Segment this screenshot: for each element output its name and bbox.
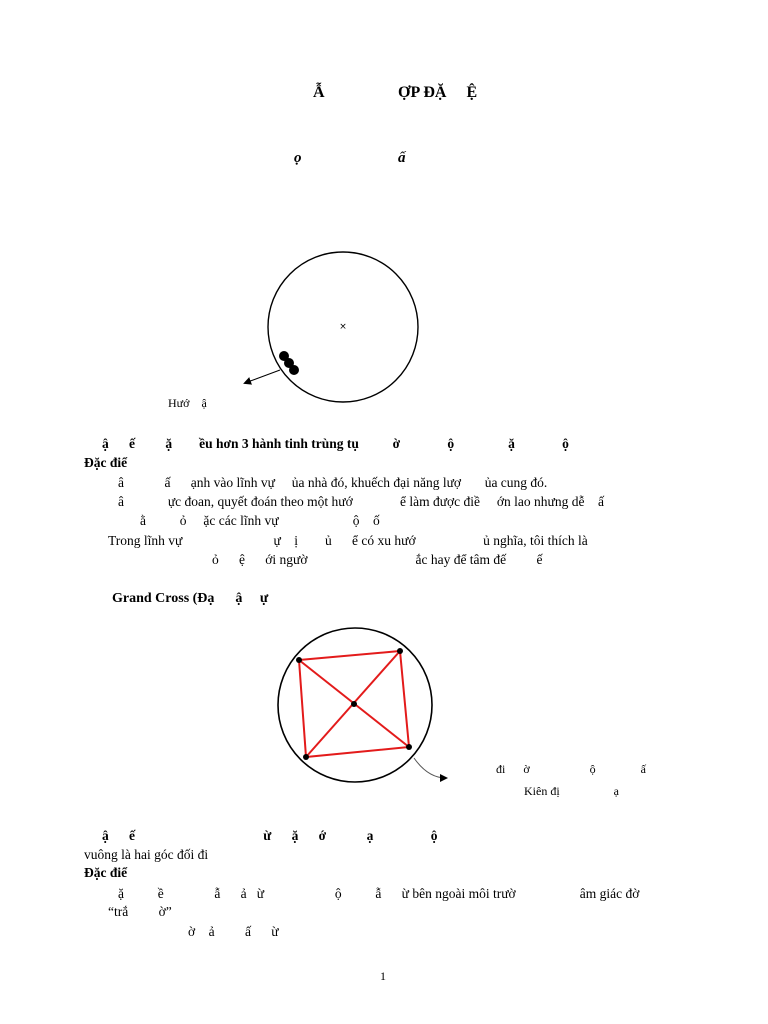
stellium-center-mark: ×: [339, 322, 347, 332]
section2-line: “trắ ờ”: [108, 904, 172, 919]
corner-dot: [296, 657, 302, 663]
section2-definition-cont: vuông là hai góc đối đi: [84, 847, 209, 862]
grand-cross-annotation: Kiên đị ạ: [524, 784, 619, 798]
section1-feature-heading: Đặc điể: [84, 455, 128, 470]
grand-cross-diagram: [278, 628, 446, 782]
section1-line: â ấ ạnh vào lĩnh vự ủa nhà đó, khuếch đại năng lượ ủa cung đó.: [118, 475, 548, 490]
section2-definition: ậ ế ừ ặ ớ ạ ộ: [102, 828, 438, 843]
section2-line: ặ ề ẫ ả ừ ộ ẫ ừ bên ngoài môi trườ âm giác đờ: [118, 886, 640, 901]
curved-arrow: [414, 758, 446, 778]
stellium-caption: Hướ ậ: [168, 396, 207, 410]
grand-cross-heading: Grand Cross (Đạ ậ ự: [112, 591, 269, 606]
subtitle-right: ấ: [398, 150, 406, 166]
grand-cross-annotation: đi ờ ộ ấ: [496, 762, 647, 776]
planet-dot: [289, 365, 299, 375]
section1-line: â ực đoan, quyết đoán theo một hướ ể làm được điề ớn lao nhưng dễ ấ: [118, 494, 604, 509]
title-right: ỢP ĐẶ Ệ: [398, 84, 478, 101]
section2-line: ờ ả ấ ừ: [188, 924, 279, 939]
section2-feature-heading: Đặc điể: [84, 865, 128, 880]
section1-line: ằ ỏ ặc các lĩnh vự ộ ố: [140, 513, 380, 528]
corner-dot: [406, 744, 412, 750]
page-number: 1: [380, 969, 386, 983]
corner-dot: [303, 754, 309, 760]
direction-arrow: [245, 370, 280, 383]
section1-definition: ậ ế ặ ều hơn 3 hành tinh trùng tụ ờ ộ ặ ộ: [102, 436, 569, 451]
section1-line: ỏ ệ ới ngườ ắc hay để tâm đế ế: [212, 552, 543, 567]
corner-dot: [397, 648, 403, 654]
stellium-diagram: [245, 252, 418, 402]
center-dot: [351, 701, 357, 707]
section1-line: Trong lĩnh vự ự ị ủ ể có xu hướ ủ nghĩa, tôi thích là: [108, 533, 588, 548]
subtitle-left: ọ: [294, 150, 302, 166]
title-left: Ẫ: [313, 84, 325, 101]
